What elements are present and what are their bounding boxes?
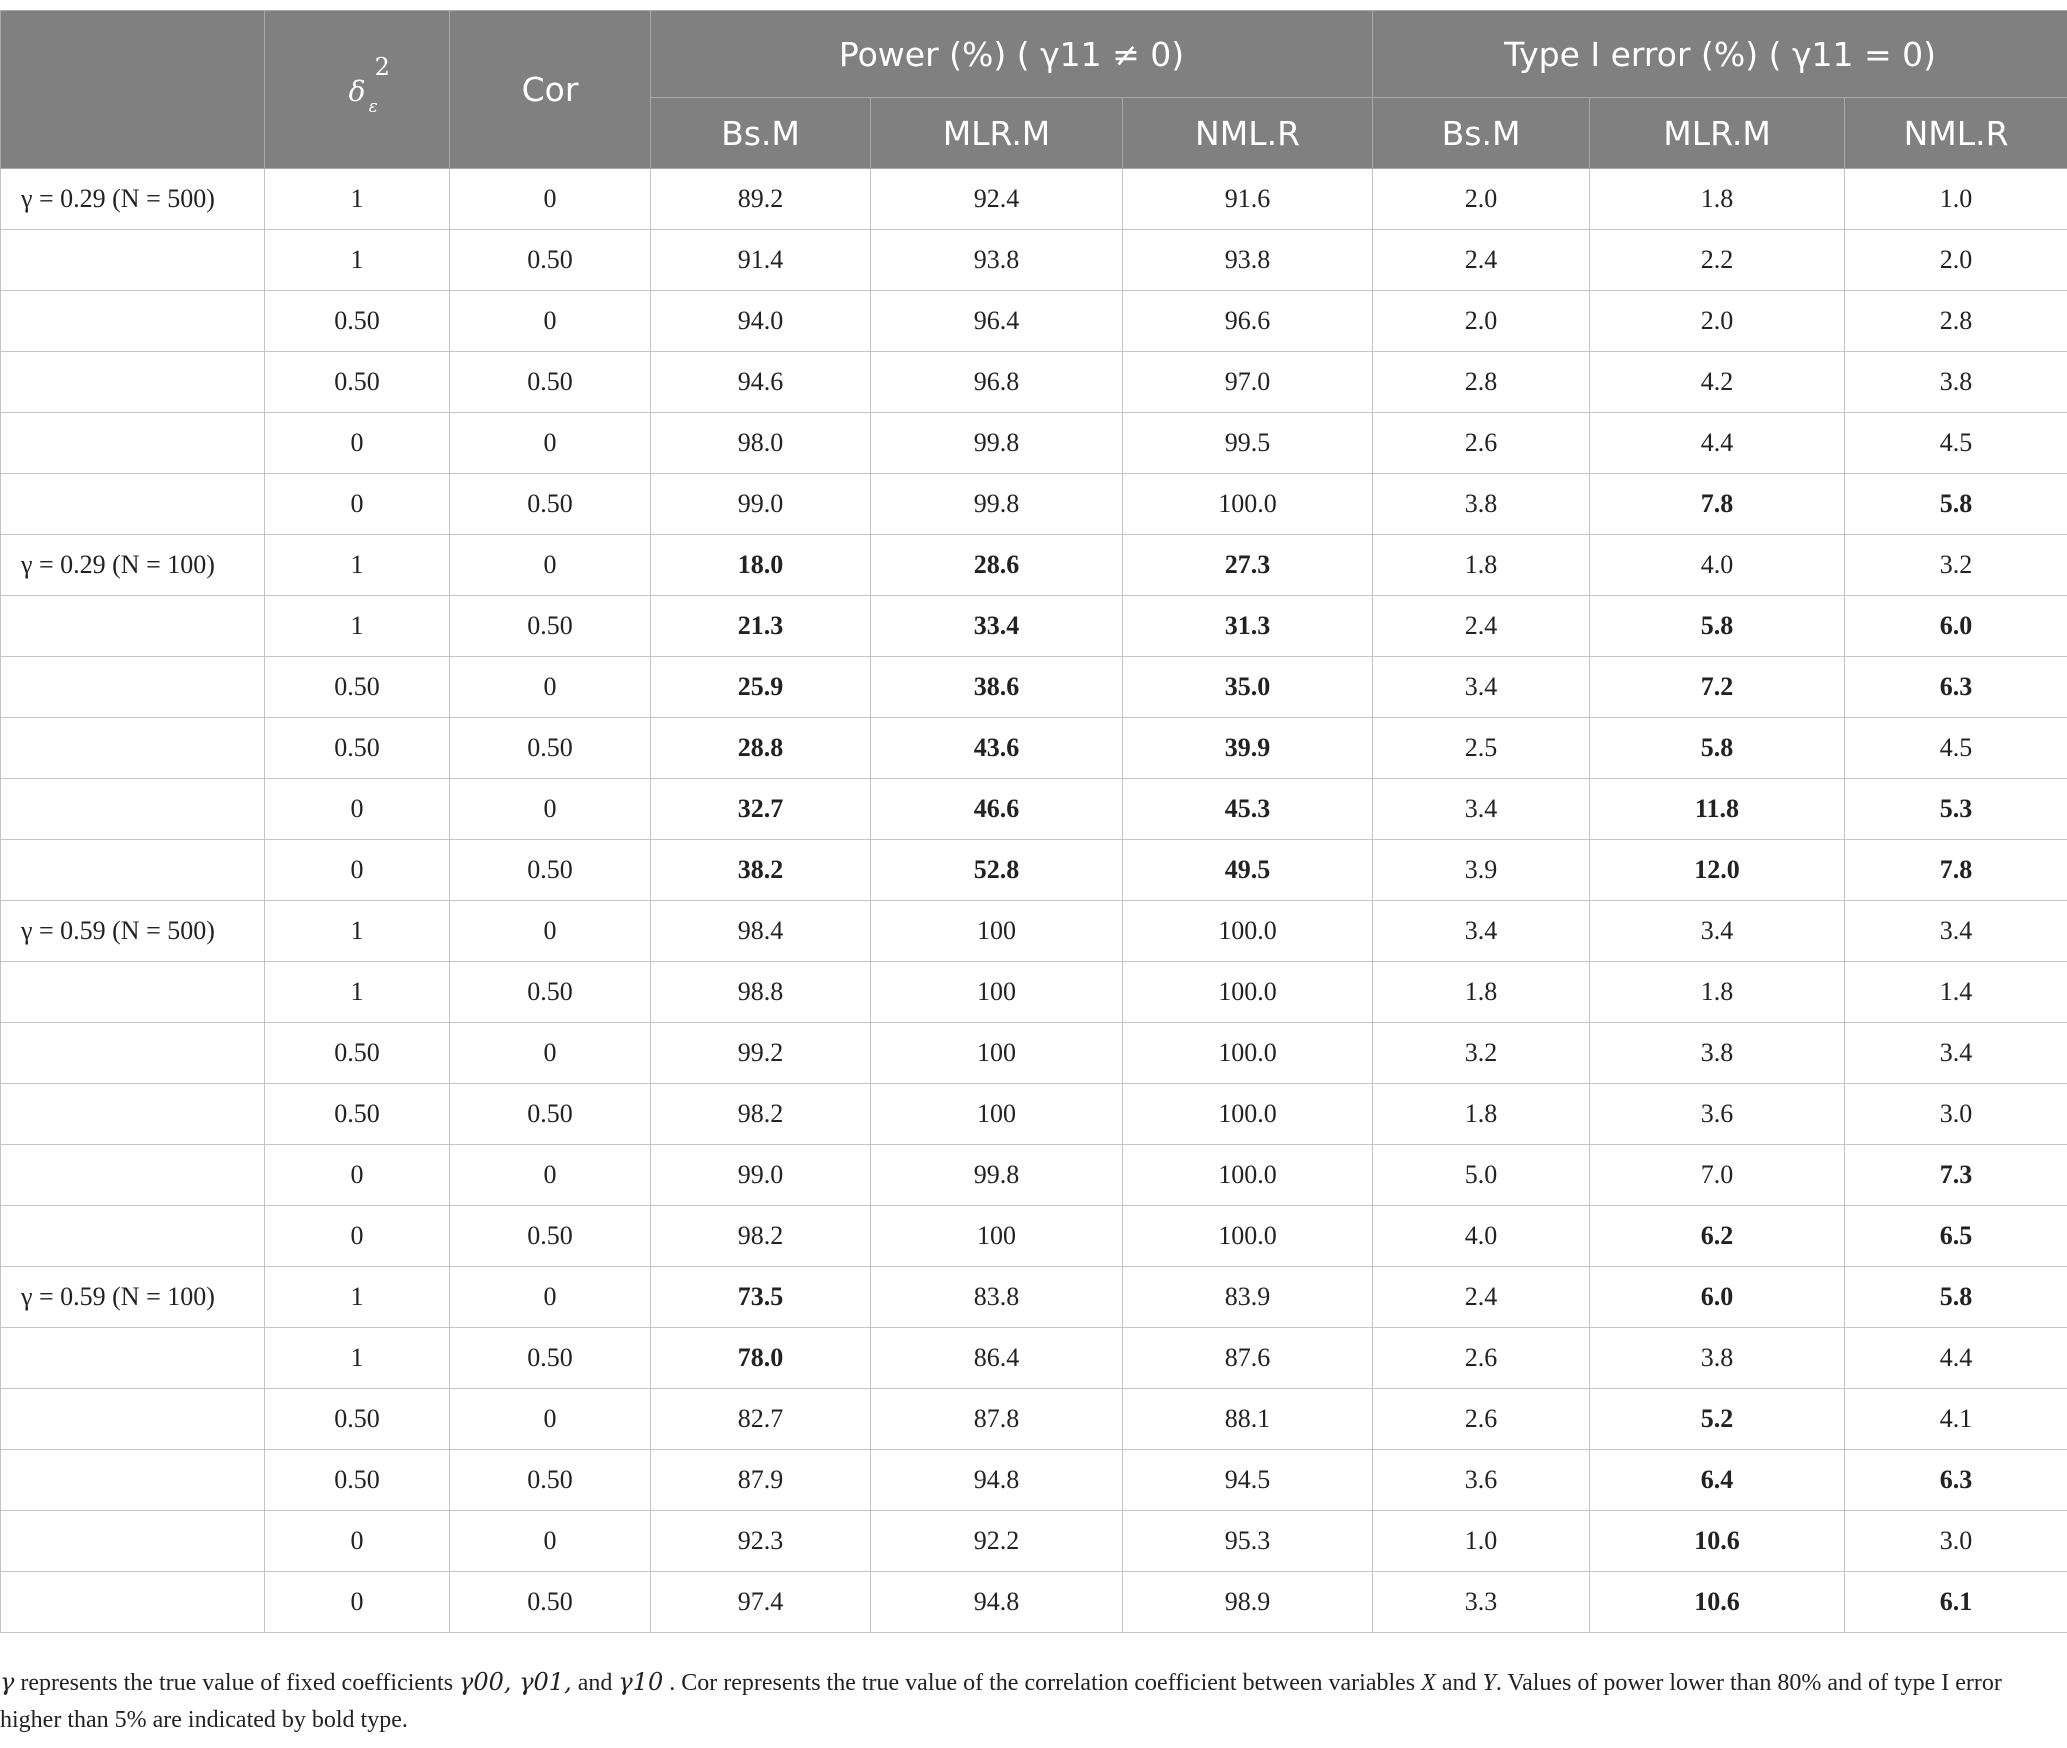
header-type1-bsm: Bs.M bbox=[1373, 98, 1590, 169]
value-cell: 4.5 bbox=[1845, 413, 2067, 474]
value-cell: 5.3 bbox=[1845, 779, 2067, 840]
header-power-mlrm: MLR.M bbox=[871, 98, 1123, 169]
value-cell: 6.3 bbox=[1845, 657, 2067, 718]
table-row bbox=[1, 840, 2067, 901]
cor-cell: 0 bbox=[450, 657, 651, 718]
row-label bbox=[1, 291, 265, 352]
delta-cell: 0.50 bbox=[265, 718, 450, 779]
delta-cell: 0 bbox=[265, 1206, 450, 1267]
value-cell: 6.2 bbox=[1590, 1206, 1845, 1267]
value-cell: 39.9 bbox=[1123, 718, 1373, 779]
value-cell: 100.0 bbox=[1123, 962, 1373, 1023]
value-cell: 7.2 bbox=[1590, 657, 1845, 718]
delta-cell: 0 bbox=[265, 474, 450, 535]
cor-cell: 0.50 bbox=[450, 1572, 651, 1633]
value-cell: 5.8 bbox=[1590, 596, 1845, 657]
value-cell: 3.8 bbox=[1590, 1328, 1845, 1389]
value-cell: 99.0 bbox=[651, 1145, 871, 1206]
value-cell: 27.3 bbox=[1123, 535, 1373, 596]
row-label: γ = 0.29 (N = 500) bbox=[1, 169, 265, 230]
table-row bbox=[1, 1145, 2067, 1206]
value-cell: 94.8 bbox=[871, 1572, 1123, 1633]
value-cell: 21.3 bbox=[651, 596, 871, 657]
value-cell: 10.6 bbox=[1590, 1511, 1845, 1572]
cor-cell: 0 bbox=[450, 1145, 651, 1206]
header-type1-group: Type I error (%) ( γ11 = 0) bbox=[1373, 11, 2067, 98]
value-cell: 99.8 bbox=[871, 1145, 1123, 1206]
value-cell: 2.6 bbox=[1373, 413, 1590, 474]
delta-cell: 1 bbox=[265, 901, 450, 962]
value-cell: 7.3 bbox=[1845, 1145, 2067, 1206]
delta-cell: 0.50 bbox=[265, 657, 450, 718]
cor-cell: 0.50 bbox=[450, 1328, 651, 1389]
row-label bbox=[1, 230, 265, 291]
value-cell: 4.5 bbox=[1845, 718, 2067, 779]
value-cell: 96.4 bbox=[871, 291, 1123, 352]
table-row bbox=[1, 1450, 2067, 1511]
value-cell: 92.4 bbox=[871, 169, 1123, 230]
value-cell: 82.7 bbox=[651, 1389, 871, 1450]
value-cell: 97.0 bbox=[1123, 352, 1373, 413]
table-footnote: γ represents the true value of fixed coefficients γ00, γ01, and γ10 . Cor represents the true value of the correlation coefficient between variables X and Y. Values of power lower than 80% and of type I error higher than 5% are indicated by bold type. bbox=[0, 1668, 2002, 1733]
delta-cell: 1 bbox=[265, 1328, 450, 1389]
cor-cell: 0.50 bbox=[450, 596, 651, 657]
value-cell: 3.3 bbox=[1373, 1572, 1590, 1633]
value-cell: 87.8 bbox=[871, 1389, 1123, 1450]
value-cell: 98.8 bbox=[651, 962, 871, 1023]
value-cell: 94.0 bbox=[651, 291, 871, 352]
delta-cell: 0.50 bbox=[265, 1084, 450, 1145]
header-cor: Cor bbox=[450, 11, 651, 169]
value-cell: 96.6 bbox=[1123, 291, 1373, 352]
value-cell: 43.6 bbox=[871, 718, 1123, 779]
row-label bbox=[1, 1450, 265, 1511]
value-cell: 46.6 bbox=[871, 779, 1123, 840]
value-cell: 98.4 bbox=[651, 901, 871, 962]
cor-cell: 0 bbox=[450, 291, 651, 352]
table-row bbox=[1, 718, 2067, 779]
value-cell: 100 bbox=[871, 1023, 1123, 1084]
value-cell: 3.2 bbox=[1373, 1023, 1590, 1084]
value-cell: 1.4 bbox=[1845, 962, 2067, 1023]
delta-cell: 0 bbox=[265, 1572, 450, 1633]
table-row bbox=[1, 1511, 2067, 1572]
header-power-group: Power (%) ( γ11 ≠ 0) bbox=[651, 11, 1373, 98]
value-cell: 3.4 bbox=[1590, 901, 1845, 962]
table-row bbox=[1, 1084, 2067, 1145]
delta-cell: 1 bbox=[265, 596, 450, 657]
value-cell: 6.1 bbox=[1845, 1572, 2067, 1633]
value-cell: 2.4 bbox=[1373, 1267, 1590, 1328]
value-cell: 7.8 bbox=[1845, 840, 2067, 901]
row-label: γ = 0.29 (N = 100) bbox=[1, 535, 265, 596]
delta-cell: 0.50 bbox=[265, 1450, 450, 1511]
table-row bbox=[1, 657, 2067, 718]
value-cell: 4.1 bbox=[1845, 1389, 2067, 1450]
value-cell: 91.6 bbox=[1123, 169, 1373, 230]
value-cell: 35.0 bbox=[1123, 657, 1373, 718]
value-cell: 98.2 bbox=[651, 1084, 871, 1145]
row-label bbox=[1, 1389, 265, 1450]
value-cell: 5.0 bbox=[1373, 1145, 1590, 1206]
value-cell: 100.0 bbox=[1123, 1206, 1373, 1267]
row-label bbox=[1, 1328, 265, 1389]
row-label bbox=[1, 413, 265, 474]
value-cell: 3.4 bbox=[1373, 657, 1590, 718]
table-row bbox=[1, 1206, 2067, 1267]
value-cell: 31.3 bbox=[1123, 596, 1373, 657]
table-row bbox=[1, 779, 2067, 840]
value-cell: 1.0 bbox=[1373, 1511, 1590, 1572]
table-row bbox=[1, 1023, 2067, 1084]
delta-cell: 0.50 bbox=[265, 352, 450, 413]
row-label bbox=[1, 1145, 265, 1206]
value-cell: 92.3 bbox=[651, 1511, 871, 1572]
value-cell: 2.0 bbox=[1845, 230, 2067, 291]
value-cell: 2.2 bbox=[1590, 230, 1845, 291]
table-body bbox=[1, 169, 2067, 1633]
table-row bbox=[1, 291, 2067, 352]
value-cell: 98.9 bbox=[1123, 1572, 1373, 1633]
value-cell: 3.8 bbox=[1590, 1023, 1845, 1084]
cor-cell: 0 bbox=[450, 535, 651, 596]
value-cell: 49.5 bbox=[1123, 840, 1373, 901]
value-cell: 94.5 bbox=[1123, 1450, 1373, 1511]
value-cell: 3.6 bbox=[1590, 1084, 1845, 1145]
table-row bbox=[1, 1572, 2067, 1633]
table-row bbox=[1, 230, 2067, 291]
delta-cell: 0 bbox=[265, 840, 450, 901]
value-cell: 95.3 bbox=[1123, 1511, 1373, 1572]
value-cell: 2.0 bbox=[1373, 291, 1590, 352]
value-cell: 100 bbox=[871, 1084, 1123, 1145]
value-cell: 4.0 bbox=[1373, 1206, 1590, 1267]
cor-cell: 0.50 bbox=[450, 962, 651, 1023]
value-cell: 88.1 bbox=[1123, 1389, 1373, 1450]
value-cell: 99.8 bbox=[871, 474, 1123, 535]
value-cell: 6.0 bbox=[1590, 1267, 1845, 1328]
value-cell: 93.8 bbox=[1123, 230, 1373, 291]
header-power-nmlr: NML.R bbox=[1123, 98, 1373, 169]
cor-cell: 0 bbox=[450, 169, 651, 230]
value-cell: 7.0 bbox=[1590, 1145, 1845, 1206]
table-row bbox=[1, 169, 2067, 230]
delta-cell: 1 bbox=[265, 1267, 450, 1328]
value-cell: 45.3 bbox=[1123, 779, 1373, 840]
value-cell: 1.8 bbox=[1373, 962, 1590, 1023]
value-cell: 3.0 bbox=[1845, 1511, 2067, 1572]
value-cell: 11.8 bbox=[1590, 779, 1845, 840]
value-cell: 32.7 bbox=[651, 779, 871, 840]
value-cell: 28.8 bbox=[651, 718, 871, 779]
delta-cell: 1 bbox=[265, 169, 450, 230]
value-cell: 83.8 bbox=[871, 1267, 1123, 1328]
cor-cell: 0 bbox=[450, 1511, 651, 1572]
value-cell: 98.0 bbox=[651, 413, 871, 474]
value-cell: 99.2 bbox=[651, 1023, 871, 1084]
table-row bbox=[1, 474, 2067, 535]
row-label bbox=[1, 1206, 265, 1267]
value-cell: 2.8 bbox=[1845, 291, 2067, 352]
value-cell: 1.8 bbox=[1373, 1084, 1590, 1145]
value-cell: 87.9 bbox=[651, 1450, 871, 1511]
row-label bbox=[1, 1572, 265, 1633]
value-cell: 100 bbox=[871, 1206, 1123, 1267]
value-cell: 100 bbox=[871, 962, 1123, 1023]
value-cell: 100 bbox=[871, 901, 1123, 962]
value-cell: 89.2 bbox=[651, 169, 871, 230]
cor-cell: 0 bbox=[450, 1023, 651, 1084]
value-cell: 91.4 bbox=[651, 230, 871, 291]
cor-cell: 0.50 bbox=[450, 1084, 651, 1145]
table-row bbox=[1, 1389, 2067, 1450]
value-cell: 3.4 bbox=[1845, 901, 2067, 962]
value-cell: 98.2 bbox=[651, 1206, 871, 1267]
value-cell: 96.8 bbox=[871, 352, 1123, 413]
value-cell: 1.0 bbox=[1845, 169, 2067, 230]
value-cell: 100.0 bbox=[1123, 1145, 1373, 1206]
row-label bbox=[1, 718, 265, 779]
delta-cell: 0 bbox=[265, 779, 450, 840]
cor-cell: 0.50 bbox=[450, 840, 651, 901]
value-cell: 28.6 bbox=[871, 535, 1123, 596]
value-cell: 3.4 bbox=[1373, 779, 1590, 840]
value-cell: 100.0 bbox=[1123, 901, 1373, 962]
value-cell: 5.8 bbox=[1590, 718, 1845, 779]
cor-cell: 0.50 bbox=[450, 352, 651, 413]
table-row bbox=[1, 1328, 2067, 1389]
value-cell: 3.2 bbox=[1845, 535, 2067, 596]
delta-cell: 0.50 bbox=[265, 1023, 450, 1084]
value-cell: 2.5 bbox=[1373, 718, 1590, 779]
value-cell: 4.0 bbox=[1590, 535, 1845, 596]
value-cell: 5.8 bbox=[1845, 474, 2067, 535]
row-label bbox=[1, 1023, 265, 1084]
value-cell: 99.5 bbox=[1123, 413, 1373, 474]
value-cell: 2.0 bbox=[1373, 169, 1590, 230]
cor-cell: 0 bbox=[450, 413, 651, 474]
delta-cell: 0.50 bbox=[265, 291, 450, 352]
table-row bbox=[1, 352, 2067, 413]
value-cell: 78.0 bbox=[651, 1328, 871, 1389]
row-label bbox=[1, 1084, 265, 1145]
value-cell: 2.6 bbox=[1373, 1328, 1590, 1389]
value-cell: 38.2 bbox=[651, 840, 871, 901]
cor-cell: 0.50 bbox=[450, 1206, 651, 1267]
value-cell: 2.8 bbox=[1373, 352, 1590, 413]
value-cell: 52.8 bbox=[871, 840, 1123, 901]
row-label bbox=[1, 1511, 265, 1572]
row-label bbox=[1, 962, 265, 1023]
header-delta bbox=[265, 11, 450, 169]
value-cell: 10.6 bbox=[1590, 1572, 1845, 1633]
value-cell: 5.2 bbox=[1590, 1389, 1845, 1450]
cor-cell: 0 bbox=[450, 779, 651, 840]
row-label bbox=[1, 779, 265, 840]
value-cell: 6.4 bbox=[1590, 1450, 1845, 1511]
value-cell: 12.0 bbox=[1590, 840, 1845, 901]
value-cell: 3.4 bbox=[1373, 901, 1590, 962]
value-cell: 92.2 bbox=[871, 1511, 1123, 1572]
value-cell: 2.6 bbox=[1373, 1389, 1590, 1450]
value-cell: 94.6 bbox=[651, 352, 871, 413]
cor-cell: 0 bbox=[450, 1267, 651, 1328]
row-label: γ = 0.59 (N = 100) bbox=[1, 1267, 265, 1328]
value-cell: 97.4 bbox=[651, 1572, 871, 1633]
table-row bbox=[1, 535, 2067, 596]
row-label bbox=[1, 657, 265, 718]
delta-cell: 1 bbox=[265, 535, 450, 596]
delta-symbol: δ 2 ε bbox=[348, 53, 390, 117]
value-cell: 2.0 bbox=[1590, 291, 1845, 352]
value-cell: 100.0 bbox=[1123, 1023, 1373, 1084]
value-cell: 99.8 bbox=[871, 413, 1123, 474]
cor-cell: 0.50 bbox=[450, 1450, 651, 1511]
value-cell: 100.0 bbox=[1123, 1084, 1373, 1145]
table-header bbox=[1, 11, 2067, 169]
table-row bbox=[1, 1267, 2067, 1328]
value-cell: 38.6 bbox=[871, 657, 1123, 718]
delta-cell: 1 bbox=[265, 230, 450, 291]
row-label bbox=[1, 840, 265, 901]
results-table bbox=[0, 10, 2067, 1633]
value-cell: 1.8 bbox=[1373, 535, 1590, 596]
value-cell: 3.9 bbox=[1373, 840, 1590, 901]
value-cell: 4.4 bbox=[1845, 1328, 2067, 1389]
value-cell: 33.4 bbox=[871, 596, 1123, 657]
value-cell: 83.9 bbox=[1123, 1267, 1373, 1328]
cor-cell: 0 bbox=[450, 1389, 651, 1450]
value-cell: 6.3 bbox=[1845, 1450, 2067, 1511]
header-type1-mlrm: MLR.M bbox=[1590, 98, 1845, 169]
cor-cell: 0 bbox=[450, 901, 651, 962]
table-row bbox=[1, 962, 2067, 1023]
row-label bbox=[1, 596, 265, 657]
value-cell: 3.0 bbox=[1845, 1084, 2067, 1145]
value-cell: 3.6 bbox=[1373, 1450, 1590, 1511]
value-cell: 2.4 bbox=[1373, 230, 1590, 291]
delta-cell: 1 bbox=[265, 962, 450, 1023]
value-cell: 2.4 bbox=[1373, 596, 1590, 657]
value-cell: 5.8 bbox=[1845, 1267, 2067, 1328]
value-cell: 25.9 bbox=[651, 657, 871, 718]
table-row bbox=[1, 596, 2067, 657]
value-cell: 6.0 bbox=[1845, 596, 2067, 657]
value-cell: 6.5 bbox=[1845, 1206, 2067, 1267]
table-row bbox=[1, 413, 2067, 474]
delta-cell: 0.50 bbox=[265, 1389, 450, 1450]
value-cell: 94.8 bbox=[871, 1450, 1123, 1511]
header-empty-cell bbox=[1, 11, 265, 169]
delta-cell: 0 bbox=[265, 1511, 450, 1572]
cor-cell: 0.50 bbox=[450, 230, 651, 291]
row-label bbox=[1, 474, 265, 535]
delta-cell: 0 bbox=[265, 413, 450, 474]
value-cell: 4.2 bbox=[1590, 352, 1845, 413]
value-cell: 7.8 bbox=[1590, 474, 1845, 535]
value-cell: 3.8 bbox=[1373, 474, 1590, 535]
table-row bbox=[1, 901, 2067, 962]
value-cell: 1.8 bbox=[1590, 962, 1845, 1023]
value-cell: 3.4 bbox=[1845, 1023, 2067, 1084]
value-cell: 93.8 bbox=[871, 230, 1123, 291]
row-label bbox=[1, 352, 265, 413]
cor-cell: 0.50 bbox=[450, 718, 651, 779]
value-cell: 86.4 bbox=[871, 1328, 1123, 1389]
header-type1-nmlr: NML.R bbox=[1845, 98, 2067, 169]
value-cell: 99.0 bbox=[651, 474, 871, 535]
delta-cell: 0 bbox=[265, 1145, 450, 1206]
value-cell: 3.8 bbox=[1845, 352, 2067, 413]
row-label: γ = 0.59 (N = 500) bbox=[1, 901, 265, 962]
value-cell: 4.4 bbox=[1590, 413, 1845, 474]
value-cell: 100.0 bbox=[1123, 474, 1373, 535]
value-cell: 87.6 bbox=[1123, 1328, 1373, 1389]
value-cell: 1.8 bbox=[1590, 169, 1845, 230]
header-power-bsm: Bs.M bbox=[651, 98, 871, 169]
value-cell: 18.0 bbox=[651, 535, 871, 596]
value-cell: 73.5 bbox=[651, 1267, 871, 1328]
cor-cell: 0.50 bbox=[450, 474, 651, 535]
